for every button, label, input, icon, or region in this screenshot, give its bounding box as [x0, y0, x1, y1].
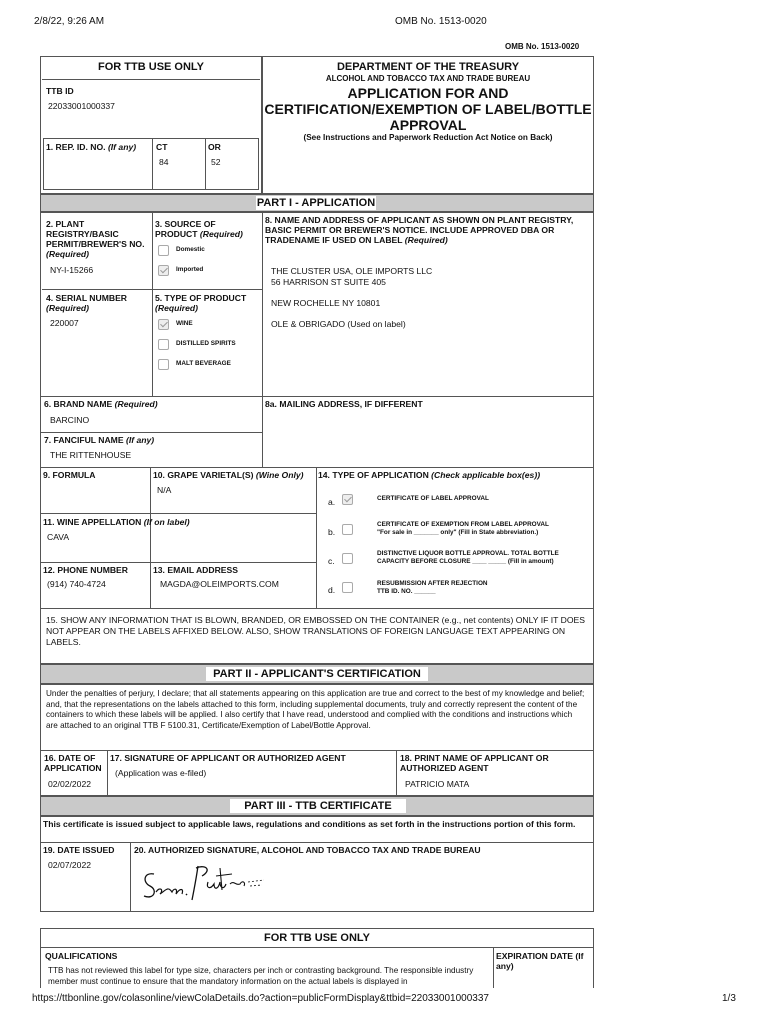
malt-beverage-label: MALT BEVERAGE — [176, 360, 231, 367]
imported-label: Imported — [176, 266, 204, 273]
email-address-label: 13. EMAIL ADDRESS — [153, 565, 239, 575]
application-type-label: 14. TYPE OF APPLICATION (Check applicable box(es)) — [318, 470, 541, 480]
wine-label: WINE — [176, 320, 193, 327]
print-url: https://ttbonline.gov/colasonline/viewColaDetails.do?action=publicFormDisplay&ttbid=22033001000337 — [32, 993, 489, 1004]
print-datetime: 2/8/22, 9:26 AM — [34, 16, 105, 27]
serial-number-label: 4. SERIAL NUMBER (Required) — [46, 293, 128, 313]
form-title-line3: APPROVAL — [389, 117, 467, 133]
applicant-line4: OLE & OBRIGADO (Used on label) — [271, 319, 406, 329]
form-title-line1: APPLICATION FOR AND — [347, 85, 509, 101]
distinctive-bottle-text-2: CAPACITY BEFORE CLOSURE ____ _____ (Fill in amount) — [377, 558, 554, 565]
department-title: DEPARTMENT OF THE TREASURY — [336, 61, 520, 73]
date-issued-label: 19. DATE ISSUED — [43, 845, 115, 855]
part2-title: PART II - APPLICANT'S CERTIFICATION — [206, 667, 428, 681]
distinctive-bottle-checkbox[interactable] — [342, 551, 353, 569]
plant-registry-value: NY-I-15266 — [50, 265, 94, 275]
part3-title: PART III - TTB CERTIFICATE — [230, 799, 406, 813]
omb-number: OMB No. 1513-0020 — [505, 42, 580, 51]
print-page-number: 1/3 — [722, 993, 736, 1004]
or-value: 52 — [211, 157, 221, 167]
qualifications-label: QUALIFICATIONS — [45, 951, 118, 961]
authorized-signature-image — [140, 860, 270, 904]
grape-varietal-value: N/A — [157, 485, 172, 495]
label-approval-checkbox[interactable] — [342, 492, 353, 510]
fanciful-name-value: THE RITTENHOUSE — [50, 450, 132, 460]
resubmission-checkbox[interactable] — [342, 580, 353, 598]
mailing-address-label: 8a. MAILING ADDRESS, IF DIFFERENT — [265, 399, 423, 409]
malt-beverage-checkbox[interactable] — [158, 357, 169, 375]
applicant-line1: THE CLUSTER USA, OLE IMPORTS LLC — [271, 266, 433, 276]
qualifications-text: TTB has not reviewed this label for type size, characters per inch or contrasting background. The responsible industry member must continue to ensure that the mandatory information on the actual labels is displayed in — [48, 966, 474, 986]
type-of-product-label: 5. TYPE OF PRODUCT (Required) — [155, 293, 247, 313]
application-date-label: 16. DATE OF APPLICATION — [44, 753, 102, 773]
serial-number-value: 220007 — [50, 318, 79, 328]
formula-label: 9. FORMULA — [43, 470, 96, 480]
print-name-label: 18. PRINT NAME OF APPLICANT OR AUTHORIZED AGENT — [400, 753, 549, 773]
exemption-checkbox[interactable] — [342, 522, 353, 540]
resubmission-text-1: RESUBMISSION AFTER REJECTION — [377, 580, 488, 587]
distinctive-bottle-text-1: DISTINCTIVE LIQUOR BOTTLE APPROVAL. TOTAL BOTTLE — [377, 550, 559, 557]
applicant-signature-value: (Application was e-filed) — [115, 768, 207, 778]
print-name-value: PATRICIO MATA — [405, 779, 470, 789]
fanciful-name-label: 7. FANCIFUL NAME (If any) — [44, 435, 155, 445]
grape-varietal-label: 10. GRAPE VARIETAL(S) (Wine Only) — [153, 470, 304, 480]
option-b-letter: b. — [328, 527, 336, 537]
authorized-signature-label: 20. AUTHORIZED SIGNATURE, ALCOHOL AND TOBACCO TAX AND TRADE BUREAU — [134, 845, 481, 855]
domestic-label: Domestic — [176, 246, 205, 253]
applicant-address-label: 8. NAME AND ADDRESS OF APPLICANT AS SHOWN ON PLANT REGISTRY, BASIC PERMIT OR BREWER'S NOTICE. INCLUDE APPROVED DBA OR TRADENAME IF USED ON LABEL (Required) — [265, 215, 574, 245]
expiration-date-label: EXPIRATION DATE (If any) — [496, 951, 584, 971]
label-approval-text: CERTIFICATE OF LABEL APPROVAL — [377, 495, 489, 502]
phone-number-value: (914) 740-4724 — [47, 579, 106, 589]
email-address-value: MAGDA@OLEIMPORTS.COM — [160, 579, 279, 589]
source-of-product-label: 3. SOURCE OF PRODUCT (Required) — [155, 219, 243, 239]
item15-text: 15. SHOW ANY INFORMATION THAT IS BLOWN, BRANDED, OR EMBOSSED ON THE CONTAINER (e.g., net contents) ONLY IF IT DOES NOT APPEAR ON THE LABELS AFFIXED BELOW. ALSO, SHOW TRANSLATIONS OF FOREIGN LANGUAGE TEXT APPEARING ON LABELS. — [46, 615, 585, 647]
part3-certificate-text: This certificate is issued subject to applicable laws, regulations and conditions as set forth in the instructions portion of this form. — [43, 819, 576, 829]
brand-name-value: BARCINO — [50, 415, 90, 425]
see-instructions: (See Instructions and Paperwork Reduction Act Notice on Back) — [303, 133, 553, 142]
applicant-line2: 56 HARRISON ST SUITE 405 — [271, 277, 386, 287]
bureau-title: ALCOHOL AND TOBACCO TAX AND TRADE BUREAU — [325, 74, 531, 83]
option-a-letter: a. — [328, 497, 336, 507]
or-label: OR — [208, 142, 221, 152]
ct-label: CT — [156, 142, 168, 152]
option-d-letter: d. — [328, 585, 336, 595]
ttb-use-only-title: FOR TTB USE ONLY — [98, 61, 204, 73]
distilled-spirits-checkbox[interactable] — [158, 337, 169, 355]
option-c-letter: c. — [328, 556, 335, 566]
form-title-line2: CERTIFICATION/EXEMPTION OF LABEL/BOTTLE — [264, 101, 592, 117]
rep-id-label: 1. REP. ID. NO. (If any) — [46, 142, 137, 152]
ttb-id-label: TTB ID — [46, 86, 74, 96]
imported-checkbox[interactable] — [158, 263, 169, 281]
date-issued-value: 02/07/2022 — [48, 860, 92, 870]
plant-registry-label: 2. PLANT REGISTRY/BASIC PERMIT/BREWER'S NO. (Required) — [46, 219, 145, 259]
exemption-text-2: "For sale in _______ only" (Fill in State abbreviation.) — [377, 529, 539, 536]
ttb-id-value: 22033001000337 — [48, 101, 115, 111]
wine-checkbox[interactable] — [158, 317, 169, 335]
part1-title: PART I - APPLICATION — [256, 197, 376, 209]
domestic-checkbox[interactable] — [158, 243, 169, 261]
resubmission-text-2: TTB ID. NO. ______ — [377, 588, 436, 595]
brand-name-label: 6. BRAND NAME (Required) — [44, 399, 158, 409]
ttb-use-only-bottom-title: FOR TTB USE ONLY — [264, 932, 370, 944]
wine-appellation-label: 11. WINE APPELLATION (If on label) — [43, 517, 190, 527]
phone-number-label: 12. PHONE NUMBER — [43, 565, 128, 575]
applicant-signature-label: 17. SIGNATURE OF APPLICANT OR AUTHORIZED AGENT — [110, 753, 346, 763]
part3-frame — [40, 816, 594, 912]
distilled-spirits-label: DISTILLED SPIRITS — [176, 340, 236, 347]
wine-appellation-value: CAVA — [47, 532, 70, 542]
application-date-value: 02/02/2022 — [48, 779, 92, 789]
exemption-text-1: CERTIFICATE OF EXEMPTION FROM LABEL APPROVAL — [377, 521, 549, 528]
applicant-line3: NEW ROCHELLE NY 10801 — [271, 298, 381, 308]
print-doc-title: OMB No. 1513-0020 — [395, 16, 487, 27]
ct-value: 84 — [159, 157, 169, 167]
part2-certification-text: Under the penalties of perjury, I declare; that all statements appearing on this application are true and correct to the best of my knowledge and belief; and, that the representations on the labels attached to this form, including supplemental documents, truly and correctly represent the content of the containers to which these labels will be applied. I also certify that I have read, understood and complied with the conditions and instructions which are attached to an original TTB F 5100.31, Certificate/Exemption of Label/Bottle Approval. — [46, 689, 585, 730]
